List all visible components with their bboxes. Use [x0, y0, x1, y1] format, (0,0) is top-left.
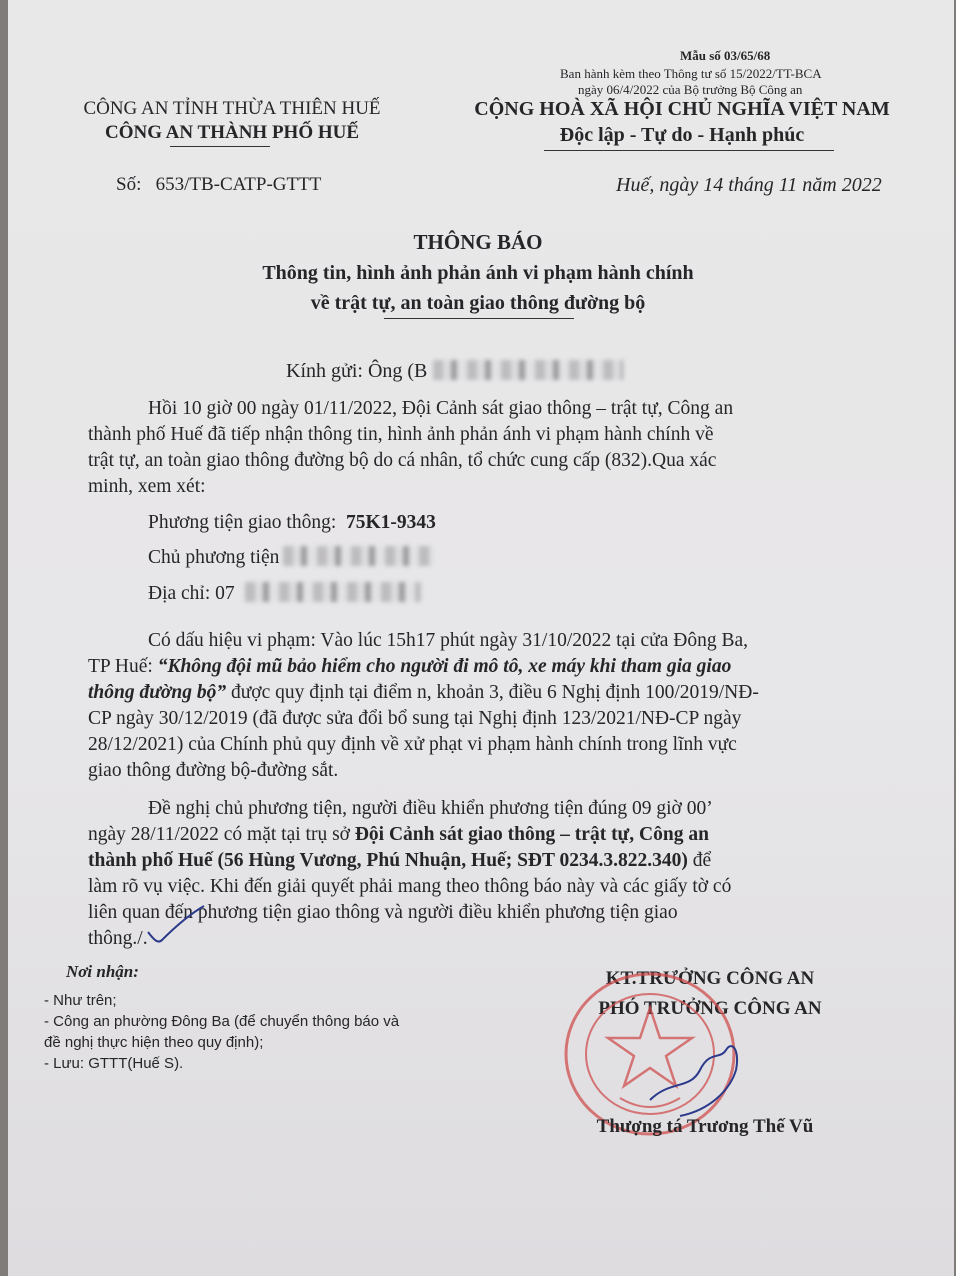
- paragraph-request: Đề nghị chủ phương tiện, người điều khiển phương tiện đúng 09 giờ 00’ ngày 28/11/2022 có mặt tại trụ sở Đội Cảnh sát giao thông – trật tự, Công an thành phố Huế (56 Hùng Vương, Phú Nhuận, Huế; SĐT 0234.3.822.340) để làm rõ vụ việc. Khi đến giải quyết phải mang theo thông báo này và các giấy tờ có liên quan đến phương tiện giao thông và người điều khiển phương tiện giao thông./.: [88, 798, 732, 949]
- form-number: Mẫu số 03/65/68: [680, 48, 771, 63]
- document-subtitle-1: Thông tin, hình ảnh phản ánh vi phạm hành chính: [262, 262, 694, 284]
- redacted-address: [245, 582, 421, 602]
- paragraph-violation: Có dấu hiệu vi phạm: Vào lúc 15h17 phút ngày 31/10/2022 tại cửa Đông Ba, TP Huế: “Không đội mũ bảo hiểm cho người đi mô tô, xe máy khi tham gia giao thông đường bộ” được quy định tại điểm n, khoản 3, điều 6 Nghị định 100/2019/NĐ- CP ngày 30/12/2019 (đã được sửa đổi bổ sung tại Nghị định 123/2021/NĐ-CP ngày 28/12/2021) của Chính phủ quy định về xử phạt vi phạm hành chính trong lĩnh vực giao thông đường bộ-đường sắt.: [88, 630, 759, 781]
- paragraph-receipt: Hồi 10 giờ 00 ngày 01/11/2022, Đội Cảnh sát giao thông – trật tự, Công an thành phố Huế đã tiếp nhận thông tin, hình ảnh phản ánh vi phạm hành chính về trật tự, an toàn giao thông đường bộ do cá nhân, tổ chức cung cấp (832).Qua xác minh, xem xét:: [88, 398, 734, 497]
- signature-title-1: KT.TRƯỞNG CÔNG AN: [605, 968, 815, 989]
- recipient-item: đề nghị thực hiện theo quy định);: [44, 1034, 264, 1051]
- document-title: THÔNG BÁO: [413, 230, 543, 254]
- recipient-line: Kính gửi: Ông (B: [286, 360, 623, 383]
- handwritten-signature-icon: [640, 1020, 760, 1120]
- recipient-item: - Lưu: GTTT(Huế S).: [44, 1055, 184, 1072]
- vehicle-line: Phương tiện giao thông: 75K1-9343: [148, 512, 436, 533]
- motto-underline: [544, 150, 834, 151]
- pen-checkmark-icon: [140, 900, 210, 950]
- issued-date: ngày 06/4/2022 của Bộ trưởng Bộ Công an: [578, 82, 803, 97]
- signature-title-2: PHÓ TRƯỞNG CÔNG AN: [598, 998, 822, 1019]
- owner-line: Chủ phương tiện: [148, 546, 433, 569]
- country-name: CỘNG HOÀ XÃ HỘI CHỦ NGHĨA VIỆT NAM: [474, 98, 890, 120]
- agency-name: CÔNG AN THÀNH PHỐ HUẾ: [104, 122, 360, 143]
- national-motto: Độc lập - Tự do - Hạnh phúc: [559, 124, 805, 146]
- address-line: Địa chỉ: 07: [148, 582, 421, 605]
- recipient-item: - Công an phường Đông Ba (để chuyển thông báo và: [44, 1013, 400, 1030]
- signer-name: Thượng tá Trương Thế Vũ: [596, 1116, 814, 1137]
- agency-underline: [170, 146, 270, 147]
- redacted-name: [433, 360, 623, 380]
- recipient-item: - Như trên;: [44, 992, 117, 1009]
- agency-parent: CÔNG AN TỈNH THỪA THIÊN HUẾ: [83, 98, 381, 119]
- title-underline: [384, 318, 574, 319]
- recipients-list: [44, 990, 399, 1074]
- issued-with: Ban hành kèm theo Thông tư số 15/2022/TT-BCA: [560, 66, 822, 81]
- recipients-title: Nơi nhận:: [66, 962, 139, 981]
- redacted-owner: [283, 546, 433, 566]
- place-date: Huế, ngày 14 tháng 11 năm 2022: [616, 174, 882, 196]
- document-number: Số: 653/TB-CATP-GTTT: [116, 174, 322, 195]
- document-subtitle-2: về trật tự, an toàn giao thông đường bộ: [310, 292, 646, 314]
